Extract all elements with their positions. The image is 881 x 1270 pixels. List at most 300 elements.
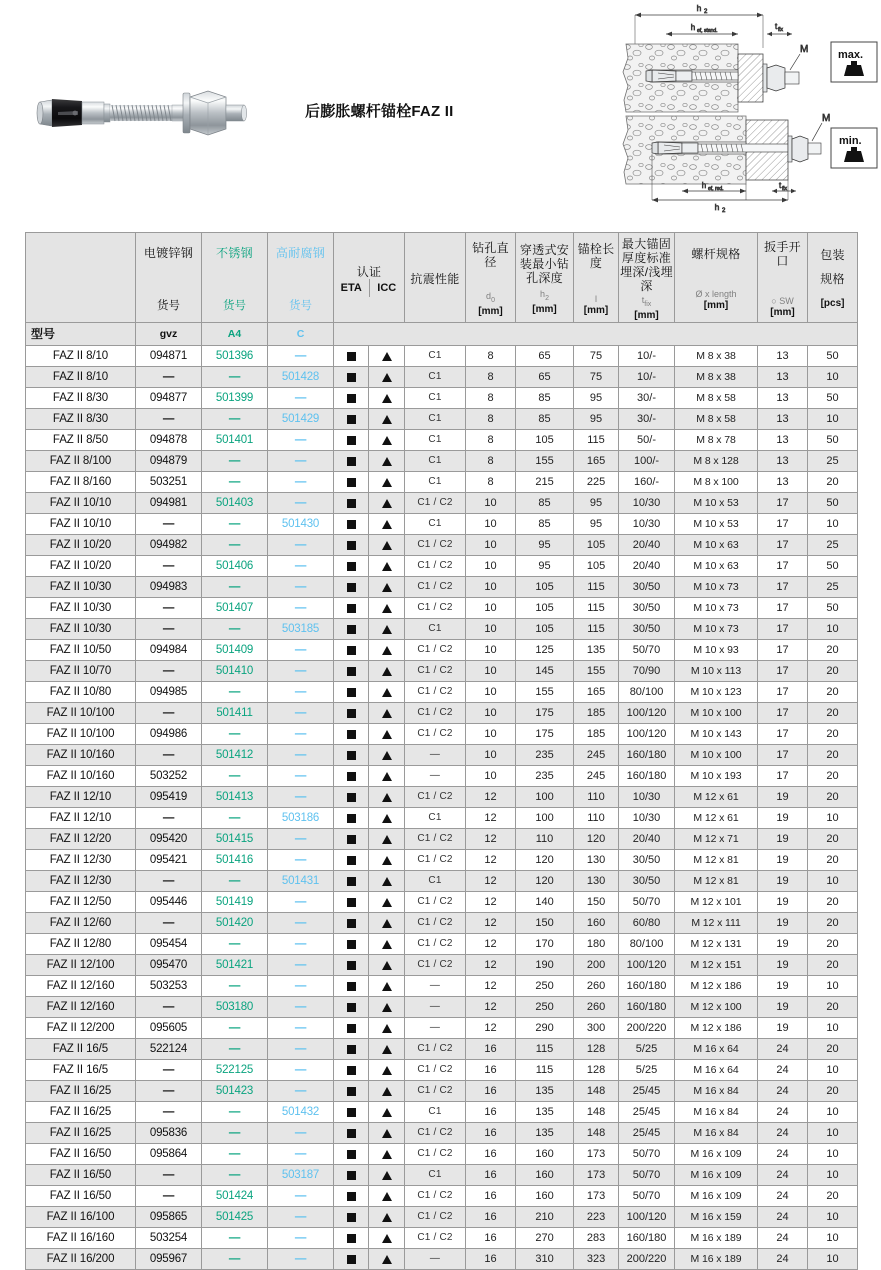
cell-max-fixture-thickness: 30/50 xyxy=(619,870,675,891)
cell-max-fixture-thickness: 10/30 xyxy=(619,786,675,807)
page-title: 后膨胀螺杆锚栓FAZ II xyxy=(305,103,454,120)
table-row xyxy=(26,513,858,534)
cell-max-fixture-thickness: 80/100 xyxy=(619,933,675,954)
cell-art-gvz: 094879 xyxy=(136,450,202,471)
cell-thread-size: M 16 x 189 xyxy=(675,1227,758,1248)
cell-drill-dia: 10 xyxy=(466,576,516,597)
triangle-icon xyxy=(382,646,392,655)
cell-art-gvz: 094983 xyxy=(136,576,202,597)
cell-eta-mark xyxy=(334,870,369,891)
cell-art-c: — xyxy=(268,933,334,954)
cell-drill-dia: 10 xyxy=(466,660,516,681)
square-icon xyxy=(347,1192,356,1201)
cell-icc-mark xyxy=(369,1122,405,1143)
cell-max-fixture-thickness: 160/180 xyxy=(619,996,675,1017)
cell-packaging: 10 xyxy=(808,975,858,996)
cell-art-gvz: 094984 xyxy=(136,639,202,660)
cell-icc-mark xyxy=(369,723,405,744)
cell-min-hole-depth: 105 xyxy=(516,597,574,618)
cell-thread-size: M 12 x 111 xyxy=(675,912,758,933)
cell-eta-mark xyxy=(334,1164,369,1185)
cell-icc-mark xyxy=(369,408,405,429)
triangle-icon xyxy=(382,1066,392,1075)
cell-art-gvz: 094877 xyxy=(136,387,202,408)
cell-eta-mark xyxy=(334,933,369,954)
cell-wrench-size: 17 xyxy=(758,702,808,723)
cell-thread-size: M 16 x 109 xyxy=(675,1185,758,1206)
header-min-hole-depth: 穿透式安装最小钻孔深度 $h_2$ [mm] xyxy=(516,233,574,323)
cell-anchor-length: 130 xyxy=(574,849,619,870)
square-icon xyxy=(347,1108,356,1117)
cell-drill-dia: 10 xyxy=(466,723,516,744)
cell-drill-dia: 12 xyxy=(466,870,516,891)
cell-min-hole-depth: 175 xyxy=(516,702,574,723)
cell-eta-mark xyxy=(334,849,369,870)
cell-min-hole-depth: 250 xyxy=(516,975,574,996)
cell-anchor-length: 165 xyxy=(574,681,619,702)
cell-max-fixture-thickness: 30/- xyxy=(619,387,675,408)
cell-anchor-length: 95 xyxy=(574,387,619,408)
cell-packaging: 50 xyxy=(808,387,858,408)
cell-packaging: 10 xyxy=(808,1164,858,1185)
cell-model: FAZ II 10/100 xyxy=(26,723,136,744)
cell-art-gvz: 095420 xyxy=(136,828,202,849)
cell-packaging: 25 xyxy=(808,534,858,555)
cell-drill-dia: 16 xyxy=(466,1101,516,1122)
cell-wrench-size: 13 xyxy=(758,450,808,471)
cell-anchor-length: 260 xyxy=(574,996,619,1017)
square-icon xyxy=(347,835,356,844)
cell-eta-mark xyxy=(334,1101,369,1122)
table-row xyxy=(26,639,858,660)
cell-seismic: C1 / C2 xyxy=(405,912,466,933)
triangle-icon xyxy=(382,667,392,676)
triangle-icon xyxy=(382,394,392,403)
cell-seismic: C1 xyxy=(405,1164,466,1185)
square-icon xyxy=(347,1150,356,1159)
cell-thread-size: M 10 x 100 xyxy=(675,744,758,765)
cell-art-gvz: 095865 xyxy=(136,1206,202,1227)
svg-text:ef, stand.: ef, stand. xyxy=(697,28,718,34)
cell-model: FAZ II 12/200 xyxy=(26,1017,136,1038)
cell-icc-mark xyxy=(369,576,405,597)
cell-thread-size: M 10 x 63 xyxy=(675,555,758,576)
cell-max-fixture-thickness: 20/40 xyxy=(619,534,675,555)
cell-seismic: C1 xyxy=(405,450,466,471)
cell-icc-mark xyxy=(369,1017,405,1038)
cell-drill-dia: 10 xyxy=(466,744,516,765)
cell-seismic: C1 / C2 xyxy=(405,702,466,723)
cell-icc-mark xyxy=(369,387,405,408)
square-icon xyxy=(347,877,356,886)
cell-anchor-length: 115 xyxy=(574,429,619,450)
cell-art-gvz: 522124 xyxy=(136,1038,202,1059)
cell-wrench-size: 24 xyxy=(758,1038,808,1059)
cell-min-hole-depth: 100 xyxy=(516,786,574,807)
cell-icc-mark xyxy=(369,492,405,513)
cell-anchor-length: 110 xyxy=(574,807,619,828)
cell-model: FAZ II 12/50 xyxy=(26,891,136,912)
table-row xyxy=(26,429,858,450)
cell-art-gvz: 095836 xyxy=(136,1122,202,1143)
cell-model: FAZ II 16/5 xyxy=(26,1059,136,1080)
table-row xyxy=(26,681,858,702)
triangle-icon xyxy=(382,1045,392,1054)
triangle-icon xyxy=(382,562,392,571)
triangle-icon xyxy=(382,814,392,823)
table-row xyxy=(26,492,858,513)
cell-eta-mark xyxy=(334,1080,369,1101)
cell-min-hole-depth: 155 xyxy=(516,450,574,471)
header-c: 高耐腐钢 货号 xyxy=(268,233,334,323)
square-icon xyxy=(347,1003,356,1012)
square-icon xyxy=(347,688,356,697)
cell-packaging: 10 xyxy=(808,408,858,429)
cell-eta-mark xyxy=(334,996,369,1017)
cell-art-gvz: — xyxy=(136,366,202,387)
cell-anchor-length: 105 xyxy=(574,555,619,576)
cell-min-hole-depth: 170 xyxy=(516,933,574,954)
cell-model: FAZ II 10/100 xyxy=(26,702,136,723)
cell-art-c: — xyxy=(268,1038,334,1059)
cell-art-a4: — xyxy=(202,681,268,702)
table-row xyxy=(26,891,858,912)
svg-text:min.: min. xyxy=(839,135,862,147)
cell-max-fixture-thickness: 10/30 xyxy=(619,513,675,534)
cell-art-gvz: — xyxy=(136,1101,202,1122)
cell-art-gvz: — xyxy=(136,870,202,891)
table-row xyxy=(26,1185,858,1206)
cell-art-gvz: 095967 xyxy=(136,1248,202,1269)
cell-wrench-size: 19 xyxy=(758,891,808,912)
cell-art-c: — xyxy=(268,954,334,975)
cell-model: FAZ II 10/50 xyxy=(26,639,136,660)
cell-icc-mark xyxy=(369,1227,405,1248)
cell-min-hole-depth: 105 xyxy=(516,429,574,450)
cell-art-a4: 501406 xyxy=(202,555,268,576)
triangle-icon xyxy=(382,625,392,634)
cell-seismic: — xyxy=(405,744,466,765)
cell-wrench-size: 19 xyxy=(758,996,808,1017)
cell-drill-dia: 12 xyxy=(466,849,516,870)
cell-seismic: C1 xyxy=(405,387,466,408)
cell-thread-size: M 12 x 81 xyxy=(675,849,758,870)
cell-seismic: C1 xyxy=(405,429,466,450)
cell-packaging: 10 xyxy=(808,1143,858,1164)
cell-icc-mark xyxy=(369,597,405,618)
cell-anchor-length: 95 xyxy=(574,513,619,534)
cell-thread-size: M 12 x 186 xyxy=(675,975,758,996)
cell-icc-mark xyxy=(369,429,405,450)
cell-anchor-length: 128 xyxy=(574,1059,619,1080)
cell-anchor-length: 300 xyxy=(574,1017,619,1038)
cell-icc-mark xyxy=(369,534,405,555)
table-row xyxy=(26,555,858,576)
cell-seismic: C1 / C2 xyxy=(405,1185,466,1206)
cell-icc-mark xyxy=(369,786,405,807)
triangle-icon xyxy=(382,982,392,991)
cell-art-c: 501432 xyxy=(268,1101,334,1122)
cell-wrench-size: 19 xyxy=(758,933,808,954)
cell-icc-mark xyxy=(369,996,405,1017)
square-icon xyxy=(347,394,356,403)
cell-eta-mark xyxy=(334,408,369,429)
cell-icc-mark xyxy=(369,1164,405,1185)
header-approval: 认证 ETA ICC xyxy=(334,233,405,323)
cell-art-c: 503186 xyxy=(268,807,334,828)
cell-packaging: 25 xyxy=(808,450,858,471)
cell-art-a4: 501399 xyxy=(202,387,268,408)
cell-art-a4: 501410 xyxy=(202,660,268,681)
cell-art-c: 501431 xyxy=(268,870,334,891)
square-icon xyxy=(347,1045,356,1054)
cell-wrench-size: 17 xyxy=(758,639,808,660)
triangle-icon xyxy=(382,940,392,949)
square-icon xyxy=(347,352,356,361)
header-code-c: C xyxy=(268,322,334,345)
cell-art-a4: — xyxy=(202,870,268,891)
triangle-icon xyxy=(382,919,392,928)
table-row xyxy=(26,807,858,828)
cell-eta-mark xyxy=(334,807,369,828)
cell-art-gvz: 095454 xyxy=(136,933,202,954)
cell-art-gvz: 095864 xyxy=(136,1143,202,1164)
triangle-icon xyxy=(382,352,392,361)
cell-anchor-length: 323 xyxy=(574,1248,619,1269)
cell-min-hole-depth: 100 xyxy=(516,807,574,828)
cell-art-c: — xyxy=(268,639,334,660)
cell-thread-size: M 8 x 38 xyxy=(675,345,758,366)
square-icon xyxy=(347,604,356,613)
table-row xyxy=(26,702,858,723)
cell-eta-mark xyxy=(334,1038,369,1059)
cell-eta-mark xyxy=(334,1143,369,1164)
cell-art-a4: — xyxy=(202,765,268,786)
cell-thread-size: M 10 x 73 xyxy=(675,618,758,639)
cell-max-fixture-thickness: 160/- xyxy=(619,471,675,492)
cell-drill-dia: 16 xyxy=(466,1143,516,1164)
cell-thread-size: M 16 x 64 xyxy=(675,1059,758,1080)
cell-drill-dia: 12 xyxy=(466,996,516,1017)
square-icon xyxy=(347,646,356,655)
cell-art-c: — xyxy=(268,471,334,492)
triangle-icon xyxy=(382,1171,392,1180)
cell-packaging: 20 xyxy=(808,996,858,1017)
cell-seismic: C1 / C2 xyxy=(405,786,466,807)
table-row xyxy=(26,849,858,870)
table-row xyxy=(26,1164,858,1185)
triangle-icon xyxy=(382,1255,392,1264)
cell-max-fixture-thickness: 50/70 xyxy=(619,1164,675,1185)
cell-eta-mark xyxy=(334,555,369,576)
cell-art-c: — xyxy=(268,786,334,807)
cell-max-fixture-thickness: 200/220 xyxy=(619,1017,675,1038)
cell-seismic: C1 / C2 xyxy=(405,849,466,870)
cell-thread-size: M 16 x 109 xyxy=(675,1164,758,1185)
cell-art-c: — xyxy=(268,555,334,576)
cell-icc-mark xyxy=(369,513,405,534)
square-icon xyxy=(347,1171,356,1180)
cell-min-hole-depth: 65 xyxy=(516,345,574,366)
square-icon xyxy=(347,1213,356,1222)
table-row xyxy=(26,1101,858,1122)
cell-eta-mark xyxy=(334,1122,369,1143)
cell-art-c: — xyxy=(268,387,334,408)
cell-min-hole-depth: 95 xyxy=(516,555,574,576)
cell-icc-mark xyxy=(369,954,405,975)
triangle-icon xyxy=(382,1234,392,1243)
cell-drill-dia: 16 xyxy=(466,1059,516,1080)
header-packaging: 包装 规格 [pcs] xyxy=(808,233,858,323)
cell-model: FAZ II 10/10 xyxy=(26,513,136,534)
cell-icc-mark xyxy=(369,1080,405,1101)
cell-min-hole-depth: 160 xyxy=(516,1143,574,1164)
cell-eta-mark xyxy=(334,513,369,534)
cell-packaging: 20 xyxy=(808,828,858,849)
cell-packaging: 10 xyxy=(808,807,858,828)
table-row xyxy=(26,471,858,492)
cell-wrench-size: 19 xyxy=(758,849,808,870)
cell-max-fixture-thickness: 50/- xyxy=(619,429,675,450)
cell-art-a4: 522125 xyxy=(202,1059,268,1080)
cell-packaging: 10 xyxy=(808,1059,858,1080)
cell-wrench-size: 24 xyxy=(758,1122,808,1143)
header-max-fixture-thickness: 最大锚固厚度标准埋深/浅埋深 $t_{fix}$ [mm] xyxy=(619,233,675,323)
cell-art-a4: — xyxy=(202,618,268,639)
table-row xyxy=(26,765,858,786)
cell-art-a4: 501419 xyxy=(202,891,268,912)
cell-eta-mark xyxy=(334,1059,369,1080)
cell-seismic: C1 xyxy=(405,513,466,534)
cell-wrench-size: 19 xyxy=(758,912,808,933)
cell-art-gvz: — xyxy=(136,912,202,933)
cell-min-hole-depth: 290 xyxy=(516,1017,574,1038)
cell-eta-mark xyxy=(334,1017,369,1038)
cell-model: FAZ II 16/100 xyxy=(26,1206,136,1227)
table-row xyxy=(26,975,858,996)
cell-thread-size: M 10 x 100 xyxy=(675,702,758,723)
cell-art-c: 503185 xyxy=(268,618,334,639)
table-row xyxy=(26,534,858,555)
cell-art-a4: — xyxy=(202,408,268,429)
cell-eta-mark xyxy=(334,1248,369,1269)
cell-icc-mark xyxy=(369,1038,405,1059)
triangle-icon xyxy=(382,520,392,529)
cell-packaging: 20 xyxy=(808,1080,858,1101)
square-icon xyxy=(347,772,356,781)
square-icon xyxy=(347,457,356,466)
cell-anchor-length: 200 xyxy=(574,954,619,975)
cell-art-gvz: — xyxy=(136,555,202,576)
cell-drill-dia: 12 xyxy=(466,786,516,807)
load-max-box xyxy=(831,42,877,82)
cell-packaging: 50 xyxy=(808,492,858,513)
table-row xyxy=(26,1206,858,1227)
cell-thread-size: M 10 x 73 xyxy=(675,576,758,597)
cell-thread-size: M 10 x 63 xyxy=(675,534,758,555)
svg-text:fix: fix xyxy=(778,27,783,33)
cell-model: FAZ II 12/30 xyxy=(26,849,136,870)
cell-thread-size: M 12 x 101 xyxy=(675,891,758,912)
cell-seismic: C1 / C2 xyxy=(405,723,466,744)
cell-seismic: C1 xyxy=(405,408,466,429)
cell-seismic: C1 / C2 xyxy=(405,1080,466,1101)
triangle-icon xyxy=(382,415,392,424)
cell-art-a4: 501413 xyxy=(202,786,268,807)
square-icon xyxy=(347,961,356,970)
triangle-icon xyxy=(382,730,392,739)
square-icon xyxy=(347,667,356,676)
cell-wrench-size: 13 xyxy=(758,408,808,429)
cell-model: FAZ II 10/70 xyxy=(26,660,136,681)
cell-min-hole-depth: 155 xyxy=(516,681,574,702)
cell-anchor-length: 115 xyxy=(574,618,619,639)
cell-eta-mark xyxy=(334,597,369,618)
cell-wrench-size: 24 xyxy=(758,1227,808,1248)
cell-wrench-size: 19 xyxy=(758,975,808,996)
cell-thread-size: M 10 x 193 xyxy=(675,765,758,786)
cell-seismic: C1 / C2 xyxy=(405,933,466,954)
cell-thread-size: M 12 x 151 xyxy=(675,954,758,975)
cell-eta-mark xyxy=(334,618,369,639)
cell-min-hole-depth: 250 xyxy=(516,996,574,1017)
cell-anchor-length: 115 xyxy=(574,576,619,597)
cell-packaging: 20 xyxy=(808,639,858,660)
cell-model: FAZ II 16/50 xyxy=(26,1143,136,1164)
cell-thread-size: M 16 x 84 xyxy=(675,1080,758,1101)
cell-wrench-size: 24 xyxy=(758,1080,808,1101)
cell-min-hole-depth: 235 xyxy=(516,744,574,765)
triangle-icon xyxy=(382,541,392,550)
table-row xyxy=(26,387,858,408)
cell-model: FAZ II 12/10 xyxy=(26,807,136,828)
cell-art-a4: — xyxy=(202,1164,268,1185)
cell-model: FAZ II 8/10 xyxy=(26,366,136,387)
square-icon xyxy=(347,730,356,739)
cell-anchor-length: 225 xyxy=(574,471,619,492)
cell-anchor-length: 150 xyxy=(574,891,619,912)
cell-art-a4: — xyxy=(202,1101,268,1122)
cell-art-c: — xyxy=(268,849,334,870)
cell-art-a4: — xyxy=(202,534,268,555)
cell-art-gvz: — xyxy=(136,807,202,828)
cell-seismic: — xyxy=(405,975,466,996)
cell-thread-size: M 10 x 93 xyxy=(675,639,758,660)
cell-model: FAZ II 10/160 xyxy=(26,765,136,786)
cell-max-fixture-thickness: 100/120 xyxy=(619,723,675,744)
cell-model: FAZ II 10/30 xyxy=(26,576,136,597)
cell-art-a4: — xyxy=(202,1227,268,1248)
cell-drill-dia: 8 xyxy=(466,366,516,387)
cell-art-a4: 501412 xyxy=(202,744,268,765)
header-seismic: 抗震性能 xyxy=(405,233,466,323)
cell-drill-dia: 12 xyxy=(466,933,516,954)
cell-thread-size: M 10 x 73 xyxy=(675,597,758,618)
cell-art-gvz: 094878 xyxy=(136,429,202,450)
cell-min-hole-depth: 95 xyxy=(516,534,574,555)
cell-eta-mark xyxy=(334,1185,369,1206)
cell-wrench-size: 13 xyxy=(758,366,808,387)
header-a4: 不锈钢 货号 xyxy=(202,233,268,323)
cell-max-fixture-thickness: 30/50 xyxy=(619,618,675,639)
cell-model: FAZ II 12/160 xyxy=(26,975,136,996)
cell-thread-size: M 12 x 71 xyxy=(675,828,758,849)
triangle-icon xyxy=(382,772,392,781)
cell-packaging: 10 xyxy=(808,513,858,534)
cell-max-fixture-thickness: 100/120 xyxy=(619,1206,675,1227)
product-spec-table xyxy=(25,232,858,1270)
header-code-a4: A4 xyxy=(202,322,268,345)
